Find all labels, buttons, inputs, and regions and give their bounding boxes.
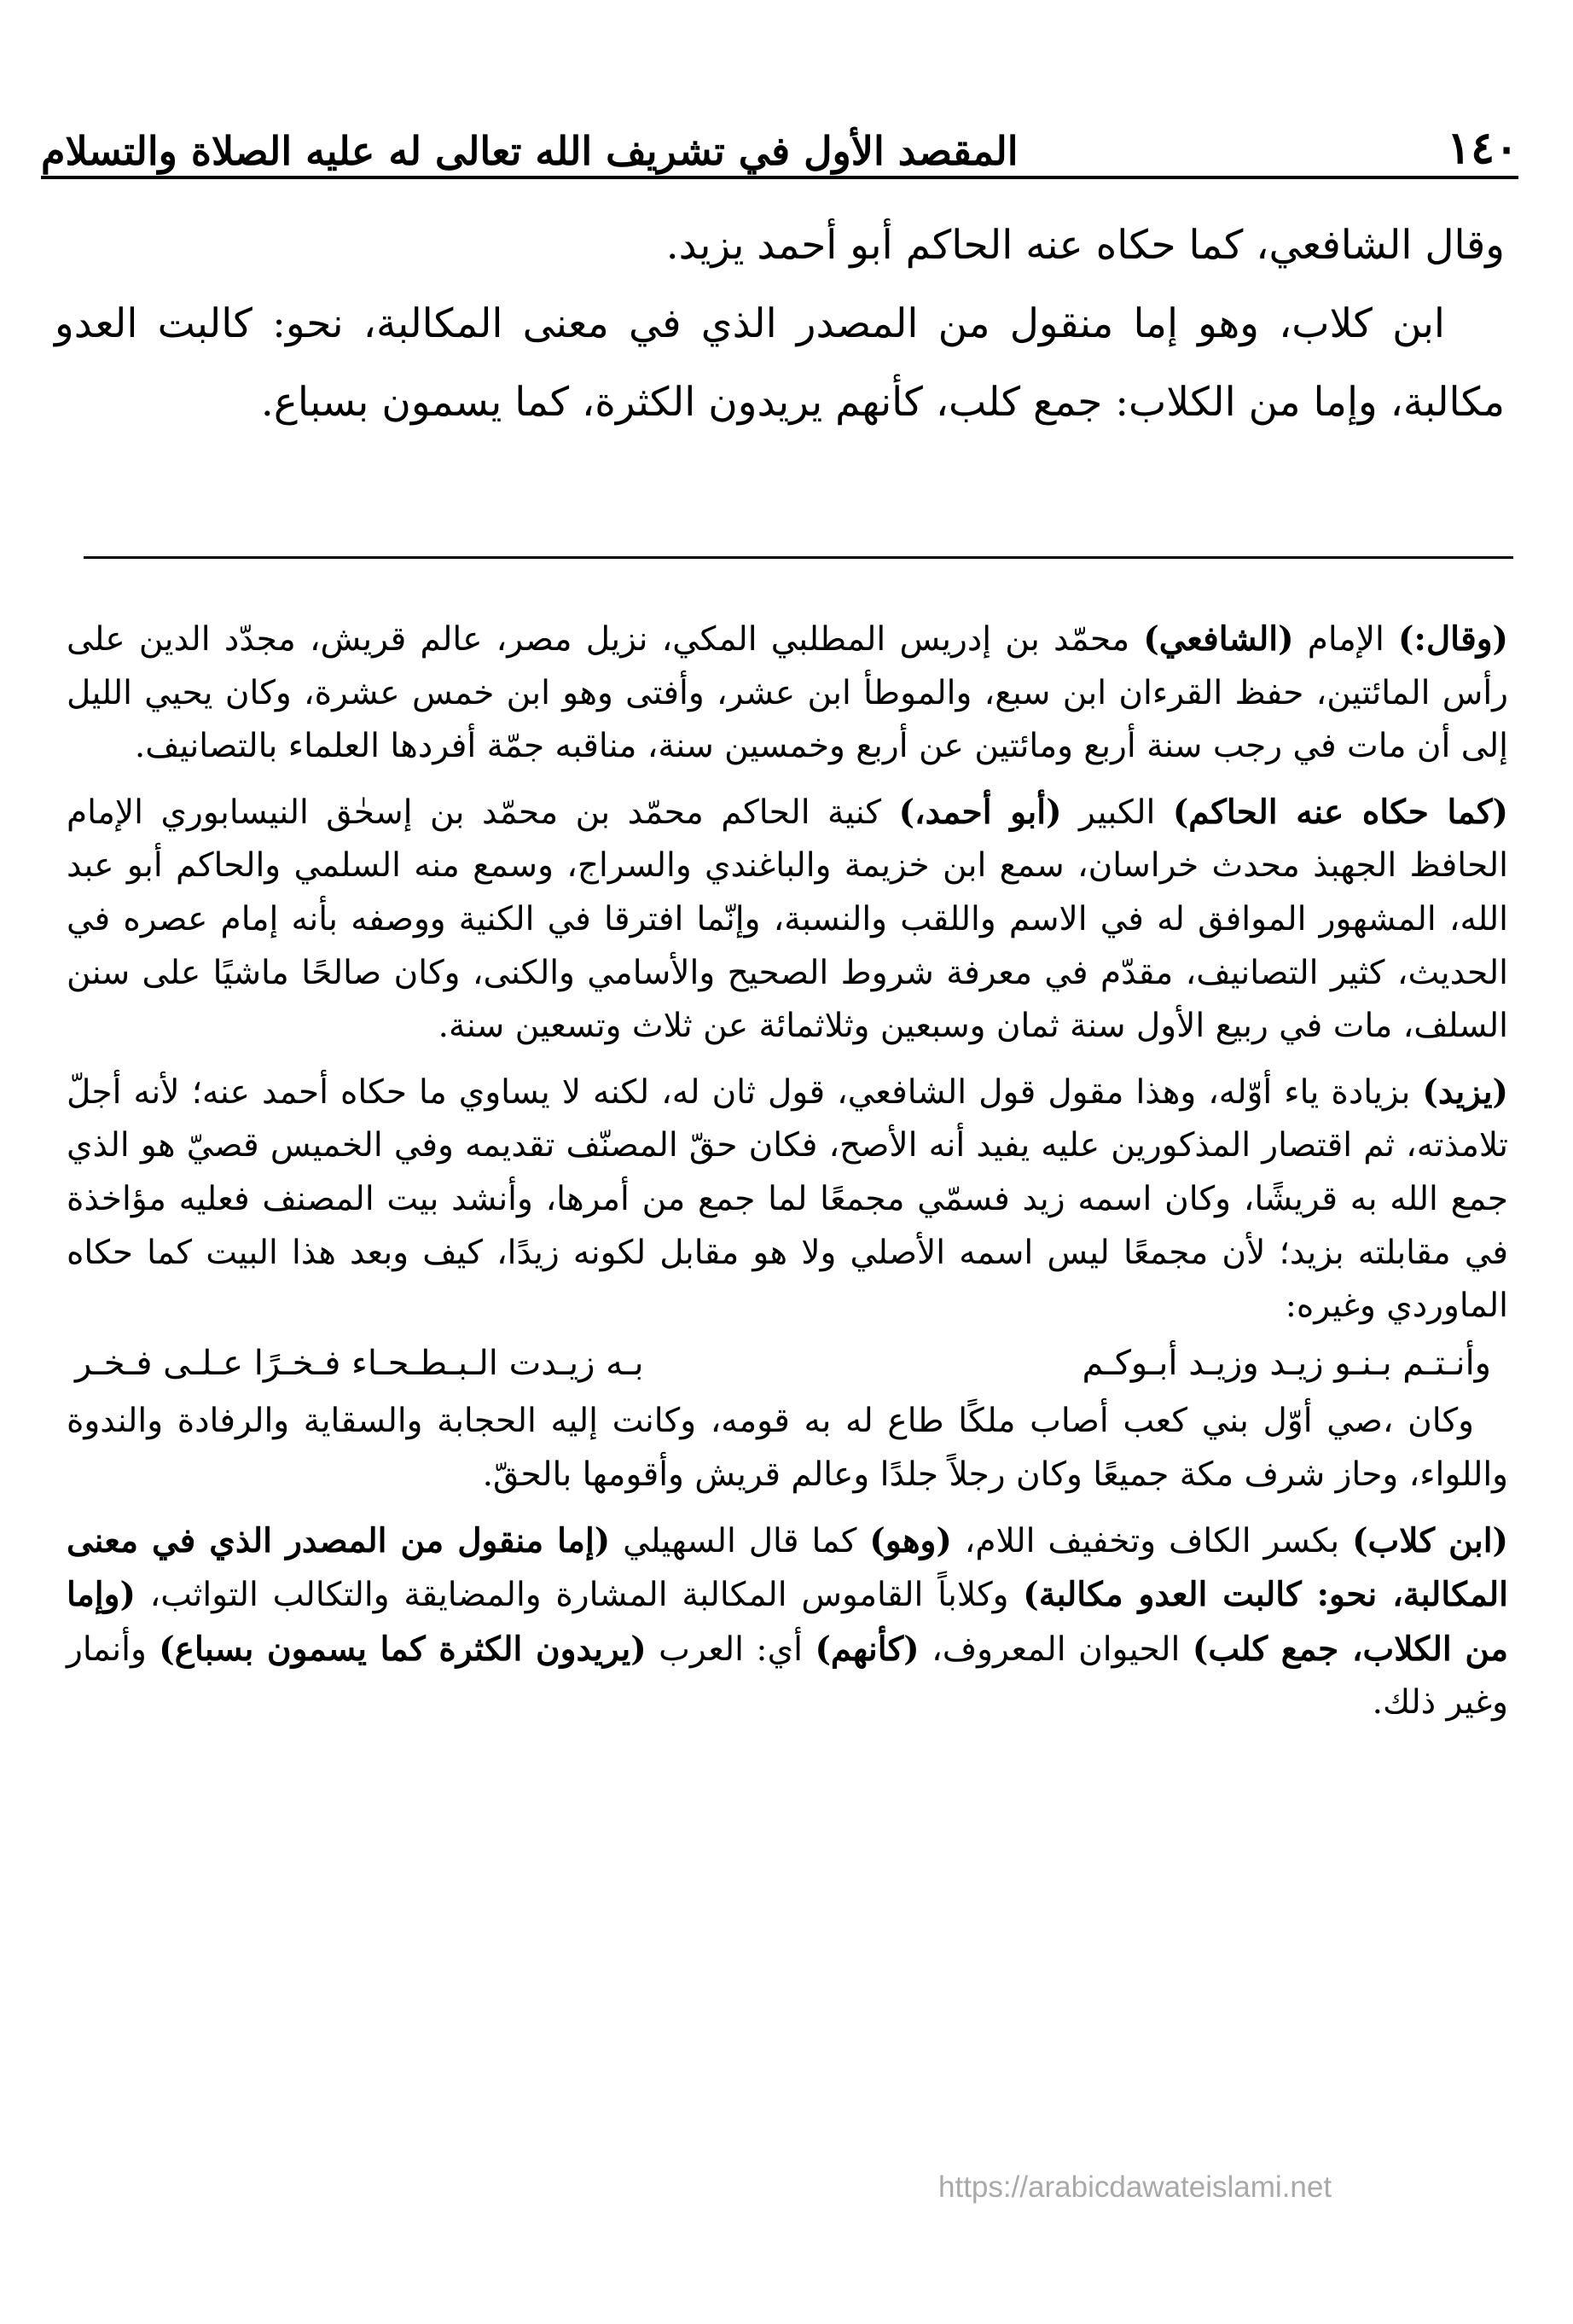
verse-first-hemistich: وأنـتـم بـنـو زيـد وزيـد أبـوكـم [1082, 1343, 1491, 1383]
commentary-text: أي: العرب [646, 1630, 816, 1669]
lemma: (وإما من الكلاب، جمع كلب) [67, 1575, 1508, 1669]
lemma: (وهو) [869, 1520, 952, 1560]
commentary-text: بكسر الكاف وتخفيف اللام، [951, 1521, 1353, 1560]
commentary-text: كما قال السهيلي [610, 1521, 870, 1560]
lemma: (الشافعي) [1143, 619, 1294, 659]
commentary-paragraph-ibn-kilab [67, 1514, 1508, 1730]
commentary-text: وأنمار وغير ذلك. [67, 1630, 1508, 1723]
footnote-divider [84, 556, 1513, 559]
running-title: المقصد الأول في تشريف الله تعالى له عليه الصلاة والتسلام [41, 128, 1019, 174]
commentary-text: كنية الحاكم محمّد بن محمّد بن إسحٰق النيسابوري الإمام الحافظ الجهبذ محدث خراسان، سمع ابن خزيمة والباغندي والسراج، وسمع منه السلمي والحاكم أبو عبد الله، المشهور الموافق له في الاسم واللقب والنسبة، وإنّما افترقا في الكنية ووصفه بأنه إمام عصره في الحديث، كثير التصانيف، مقدّم في معرفة شروط الصحيح والأسامي والكنى، وكان صالحًا ماشيًا على سنن السلف، مات في ربيع الأول سنة ثمان وسبعين وثلاثمائة عن ثلاث وتسعين سنة. [67, 793, 1508, 1046]
main-text-line: وقال الشافعي، كما حكاه عنه الحاكم أبو أحمد يزيد. [665, 222, 1505, 269]
header-divider [41, 176, 1518, 179]
commentary-paragraph-hakim [67, 786, 1508, 1054]
lemma: (كما حكاه عنه الحاكم) [1172, 792, 1509, 832]
main-text-paragraph: ابن كلاب، وهو إما منقول من المصدر الذي في معنى المكالبة، نحو: كالبت العدو مكالبة، وإما من الكلاب: جمع كلب، كأنهم يريدون الكثرة، كما يسمون بسباع. [55, 300, 1505, 426]
lemma: (يريدون الكثرة كما يسمون بسباع) [159, 1629, 647, 1669]
commentary-paragraph-yazid [67, 1066, 1508, 1333]
lemma: (وقال:) [1398, 619, 1508, 659]
lemma: (ابن كلاب) [1352, 1520, 1508, 1560]
commentary-text: محمّد بن إدريس المطلبي المكي، نزيل مصر، عالم قريش، مجدّد الدين على رأس المائتين، حفظ القرءان ابن سبع، والموطأ ابن عشر، وأفتى وهو ابن خمس عشرة، وكان يحيي الليل إلى أن مات في رجب سنة أربع ومائتين عن أربع وخمسين سنة، مناقبه جمّة أفردها العلماء بالتصانيف. [67, 620, 1508, 766]
main-text-block [55, 206, 1505, 442]
commentary-text: الكبير [1061, 793, 1173, 832]
page-header [41, 92, 1518, 174]
commentary-text: الإمام [1293, 620, 1398, 659]
commentary-text: بزيادة ياء أوّله، وهذا مقول قول الشافعي، قول ثان له، لكنه لا يساوي ما حكاه أحمد عنه؛ لأنه أجلّ تلامذته، ثم اقتصار المذكورين عليه يفيد أنه الأصح، فكان حقّ المصنّف تقديمه وفي الخميس قصيّ هو الذي جمع الله به قريشًا، وكان اسمه زيد فسمّي مجمعًا لما جمع من أمرها، وأنشد بيت المصنف فعليه مؤاخذة في مقابلته بزيد؛ لأن مجمعًا ليس اسمه الأصلي ولا هو مقابل لكونه زيدًا، كيف وبعد هذا البيت كما حكاه الماوردي وغيره: [67, 1072, 1508, 1326]
commentary-paragraph-shafii [67, 613, 1508, 774]
commentary-block [67, 613, 1508, 1742]
poetry-verse [67, 1337, 1508, 1391]
lemma: (إما منقول من المصدر الذي في معنى المكالبة، نحو: كالبت العدو مكالبة) [67, 1520, 1508, 1615]
commentary-text: وكلاباً القاموس المكالبة المشارة والمضايقة والتكالب التواثب، [135, 1576, 1024, 1615]
commentary-paragraph-qusay: وكان ،صي أوّل بني كعب أصاب ملكًا طاع له به قومه، وكانت إليه الحجابة والسقاية والرفادة والندوة واللواء، وحاز شرف مكة جميعًا وكان رجلاً جلدًا وعالم قريش وأقومها بالحقّ. [67, 1402, 1508, 1494]
verse-second-hemistich: بـه زيـدت الـبـطـحـاء فـخـرًا عـلـى فـخـر [75, 1343, 644, 1383]
watermark-url: https://arabicdawateislami.net [938, 2170, 1332, 2204]
lemma: (كأنهم) [815, 1629, 920, 1669]
lemma: (يزيد) [1422, 1072, 1508, 1112]
commentary-text: الحيوان المعروف، [919, 1630, 1193, 1669]
lemma: (أبو أحمد،) [898, 792, 1062, 832]
page-number: ١٤٠ [1447, 122, 1518, 174]
